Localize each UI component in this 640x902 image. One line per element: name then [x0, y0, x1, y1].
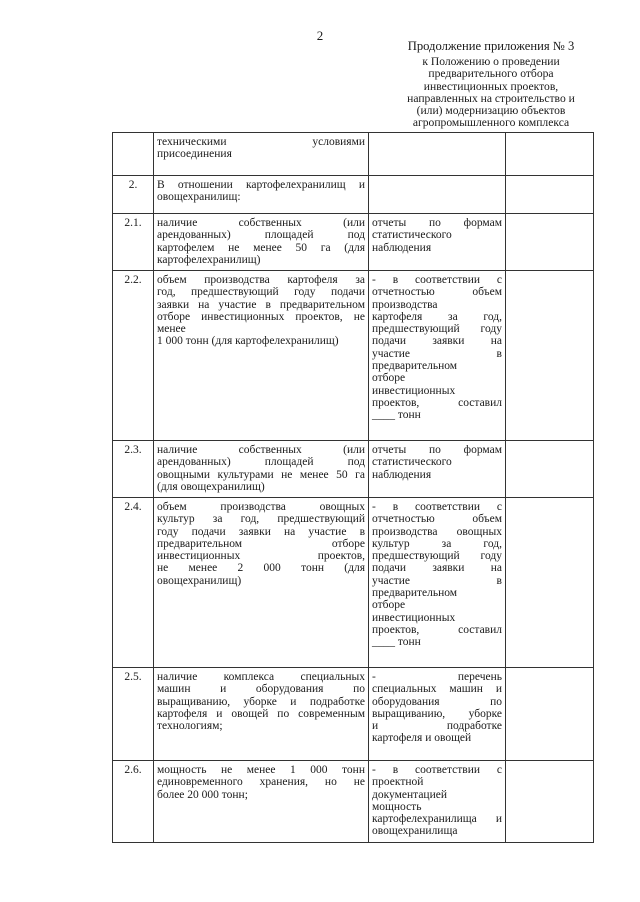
- row-number: 2.2.: [113, 271, 154, 441]
- confirming-document-line: культур за год,: [372, 537, 502, 550]
- row-number: 2.5.: [113, 668, 154, 761]
- criterion-text: [154, 271, 369, 441]
- criterion-text-line: арендованных) площадей под: [157, 456, 365, 469]
- criterion-text-line: не менее 2 000 тонн (для: [157, 562, 365, 575]
- appendix-line: направленных на строительство и: [407, 91, 575, 105]
- confirming-document-line: отчеты по формам: [372, 217, 502, 229]
- row-number: 2.6.: [113, 761, 154, 843]
- row-number: 2.4.: [113, 498, 154, 668]
- criterion-text: [154, 214, 369, 271]
- confirming-document-line: подачи заявки на: [372, 335, 502, 348]
- criterion-text-line: техническими условиями: [157, 136, 365, 148]
- confirming-document-line: подачи заявки на: [372, 562, 502, 575]
- empty-cell: [506, 133, 594, 176]
- confirming-document-line: участие в: [372, 574, 502, 587]
- confirming-document-line: проектной: [372, 776, 424, 789]
- confirming-document-line: отборе: [372, 372, 406, 385]
- empty-cell: [506, 441, 594, 498]
- criterion-text: [154, 133, 369, 176]
- criterion-text-line: культур за год, предшествующий: [157, 513, 365, 526]
- confirming-document-line: производства: [372, 298, 438, 311]
- confirming-document-line: отборе: [372, 599, 406, 612]
- empty-cell: [506, 271, 594, 441]
- confirming-document-line: - в соответствии с: [372, 501, 502, 513]
- criterion-text-line: (для овощехранилищ): [157, 480, 265, 493]
- criterion-text-line: овощехранилищ): [157, 574, 242, 587]
- appendix-line: (или) модернизацию объектов: [416, 104, 566, 118]
- confirming-document: [369, 271, 506, 441]
- table-row: [113, 176, 594, 214]
- empty-cell: [506, 668, 594, 761]
- empty-cell: [506, 214, 594, 271]
- criterion-text-line: наличие комплекса специальных: [157, 671, 365, 683]
- confirming-document-line: картофелехранилища и: [372, 813, 502, 826]
- row-number: 2.1.: [113, 214, 154, 271]
- criterion-text-line: менее: [157, 323, 186, 336]
- confirming-document-line: ____ тонн: [372, 636, 421, 649]
- confirming-document-line: выращиванию, уборке: [372, 707, 502, 720]
- empty-cell: [506, 176, 594, 214]
- criterion-text-line: мощность не менее 1 000 тонн: [157, 764, 365, 776]
- criterion-text-line: технологиям;: [157, 720, 223, 733]
- confirming-document-line: - в соответствии с: [372, 764, 502, 776]
- empty-cell: [506, 761, 594, 843]
- confirming-document-line: документацией: [372, 788, 447, 801]
- confirming-document-line: специальных машин и: [372, 683, 502, 696]
- confirming-document: [369, 668, 506, 761]
- criterion-text: [154, 498, 369, 668]
- criterion-text-line: инвестиционных проектов,: [157, 550, 365, 563]
- confirming-document-line: предшествующий году: [372, 323, 502, 336]
- table-row: [113, 668, 594, 761]
- confirming-document: [369, 176, 506, 214]
- criterion-text-line: предварительном отборе: [157, 537, 365, 550]
- appendix-line: инвестиционных проектов,: [423, 79, 559, 93]
- confirming-document-line: - перечень: [372, 671, 502, 683]
- empty-cell: [506, 498, 594, 668]
- confirming-document-line: инвестиционных: [372, 611, 456, 624]
- row-number: 2.: [113, 176, 154, 214]
- criterion-text-line: овощехранилищ:: [157, 191, 241, 204]
- criterion-text-line: наличие собственных (или: [157, 444, 365, 456]
- confirming-document-line: статистического: [372, 456, 452, 469]
- confirming-document: [369, 761, 506, 843]
- row-number: [113, 133, 154, 176]
- confirming-document-line: проектов, составил: [372, 396, 502, 409]
- table-row: [113, 133, 594, 176]
- criterion-text-line: машин и оборудования по: [157, 683, 365, 696]
- appendix-line: к Положению о проведении: [422, 55, 560, 69]
- criteria-table: [112, 132, 594, 843]
- criterion-text-line: отборе инвестиционных проектов, не: [157, 310, 365, 323]
- criterion-text-line: картофелехранилищ): [157, 253, 261, 266]
- table-row: [113, 498, 594, 668]
- table-row: [113, 214, 594, 271]
- table-row: [113, 761, 594, 843]
- criterion-text-line: наличие собственных (или: [157, 217, 365, 229]
- confirming-document-line: наблюдения: [372, 468, 432, 481]
- confirming-document-line: статистического: [372, 229, 452, 242]
- confirming-document: [369, 441, 506, 498]
- confirming-document: [369, 498, 506, 668]
- confirming-document-line: отчеты по формам: [372, 444, 502, 456]
- criterion-text-line: картофелем не менее 50 га (для: [157, 241, 365, 254]
- confirming-document-line: оборудования по: [372, 695, 502, 708]
- confirming-document-line: инвестиционных: [372, 384, 456, 397]
- confirming-document-line: производства овощных: [372, 525, 502, 538]
- criterion-text-line: году подачи заявки на участие в: [157, 525, 365, 538]
- criteria-table-body: [113, 133, 594, 843]
- confirming-document-line: - в соответствии с: [372, 274, 502, 286]
- criterion-text-line: выращиванию, уборке и подработке: [157, 695, 365, 708]
- appendix-title: Продолжение приложения № 3: [407, 39, 575, 53]
- criterion-text-line: единовременного хранения, но не: [157, 776, 365, 789]
- confirming-document-line: картофеля и овощей: [372, 732, 472, 745]
- criterion-text-line: заявки на участие в предварительном: [157, 298, 365, 311]
- confirming-document: [369, 133, 506, 176]
- criterion-text-line: присоединения: [157, 148, 232, 161]
- confirming-document-line: участие в: [372, 347, 502, 360]
- criterion-text-line: объем производства картофеля за: [157, 274, 365, 286]
- confirming-document-line: предварительном: [372, 360, 458, 373]
- confirming-document-line: предварительном: [372, 587, 458, 600]
- criterion-text: [154, 761, 369, 843]
- criterion-text-line: В отношении картофелехранилищ и: [157, 179, 365, 191]
- confirming-document: [369, 214, 506, 271]
- criterion-text-line: арендованных) площадей под: [157, 229, 365, 242]
- confirming-document-line: картофеля за год,: [372, 310, 502, 323]
- confirming-document-line: проектов, составил: [372, 623, 502, 636]
- criterion-text-line: более 20 000 тонн;: [157, 788, 248, 801]
- criterion-text-line: год, предшествующий году подачи: [157, 286, 365, 299]
- confirming-document-line: и подработке: [372, 720, 502, 733]
- confirming-document-line: наблюдения: [372, 241, 432, 254]
- confirming-document-line: мощность: [372, 800, 422, 813]
- criterion-text: [154, 176, 369, 214]
- appendix-header: [380, 40, 602, 129]
- confirming-document-line: отчетностью объем: [372, 286, 502, 299]
- criterion-text-line: 1 000 тонн (для картофелехранилищ): [157, 335, 339, 348]
- criterion-text: [154, 441, 369, 498]
- row-number: 2.3.: [113, 441, 154, 498]
- criterion-text: [154, 668, 369, 761]
- confirming-document-line: ____ тонн: [372, 409, 421, 422]
- confirming-document-line: отчетностью объем: [372, 513, 502, 526]
- criterion-text-line: овощными культурами не менее 50 га: [157, 468, 365, 481]
- appendix-line: предварительного отбора: [428, 67, 554, 81]
- criterion-text-line: объем производства овощных: [157, 501, 365, 513]
- confirming-document-line: овощехранилища: [372, 825, 458, 838]
- appendix-line: агропромышленного комплекса: [412, 116, 570, 130]
- criterion-text-line: картофеля и овощей по современным: [157, 707, 365, 720]
- table-row: [113, 441, 594, 498]
- confirming-document-line: предшествующий году: [372, 550, 502, 563]
- page-number: 2: [316, 28, 324, 43]
- table-row: [113, 271, 594, 441]
